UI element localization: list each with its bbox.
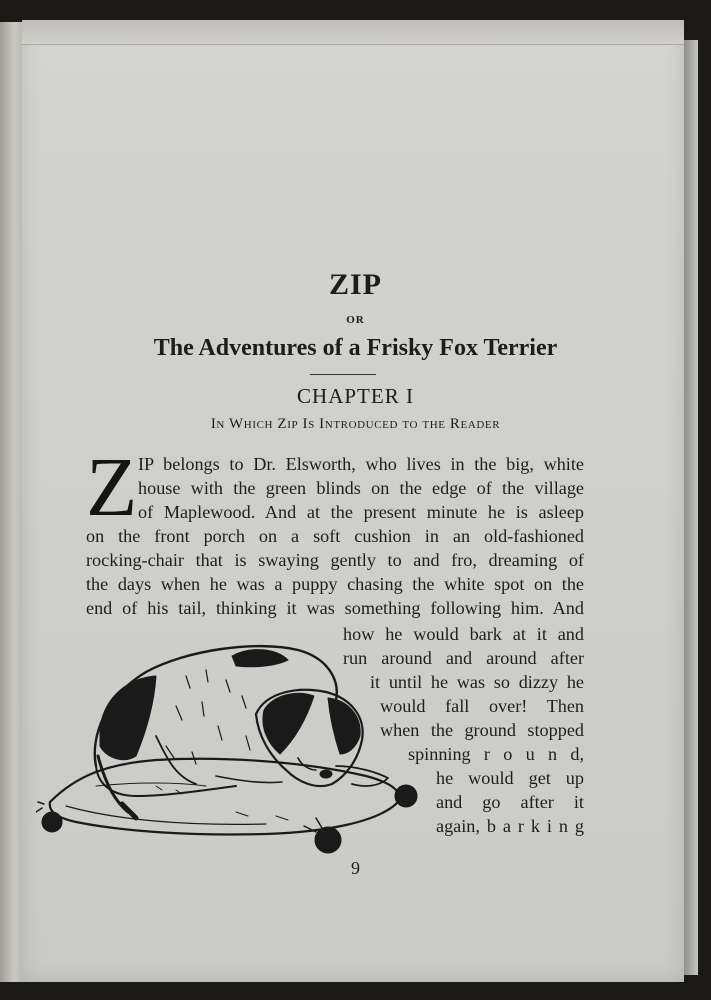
text-line: the days when he was a puppy chasing the white spot on the <box>86 574 584 594</box>
drop-cap: Z <box>86 441 138 534</box>
text-line: it until he was so dizzy he <box>370 672 584 692</box>
chapter-subheading: In Which Zip Is Introduced to the Reader <box>210 416 501 432</box>
text-line: again, b a r k i n g <box>436 816 584 836</box>
text-line: IP belongs to Dr. Elsworth, who lives in the big, white <box>138 454 584 474</box>
text-line: house with the green blinds on the edge of the village <box>138 478 584 498</box>
title-or: OR <box>346 314 365 326</box>
book-title: ZIP <box>328 268 382 301</box>
text-line: he would get up <box>436 768 584 788</box>
page-edge-right <box>684 40 698 975</box>
page-number: 9 <box>351 858 360 878</box>
text-line: rocking-chair that is swaying gently to and fro, dreaming of <box>86 550 584 570</box>
text-line: would fall over! Then <box>380 696 584 716</box>
facing-page-edge <box>0 22 24 982</box>
text-line: end of his tail, thinking it was something following him. And <box>86 598 584 618</box>
sleeping-dog-illustration <box>36 636 426 862</box>
text-line: run around and around after <box>343 648 584 668</box>
text-line: when the ground stopped <box>380 720 584 740</box>
chapter-heading: CHAPTER I <box>297 384 414 408</box>
text-line: how he would bark at it and <box>343 624 584 644</box>
page-edge-top <box>22 20 684 45</box>
text-line: spinning r o u n d, <box>408 744 584 764</box>
text-line: and go after it <box>436 792 584 812</box>
title-rule <box>310 374 376 375</box>
text-line: on the front porch on a soft cushion in an old-fashioned <box>86 526 584 546</box>
text-line: of Maplewood. And at the present minute he is asleep <box>138 502 584 522</box>
book-subtitle: The Adventures of a Frisky Fox Terrier <box>153 335 558 361</box>
